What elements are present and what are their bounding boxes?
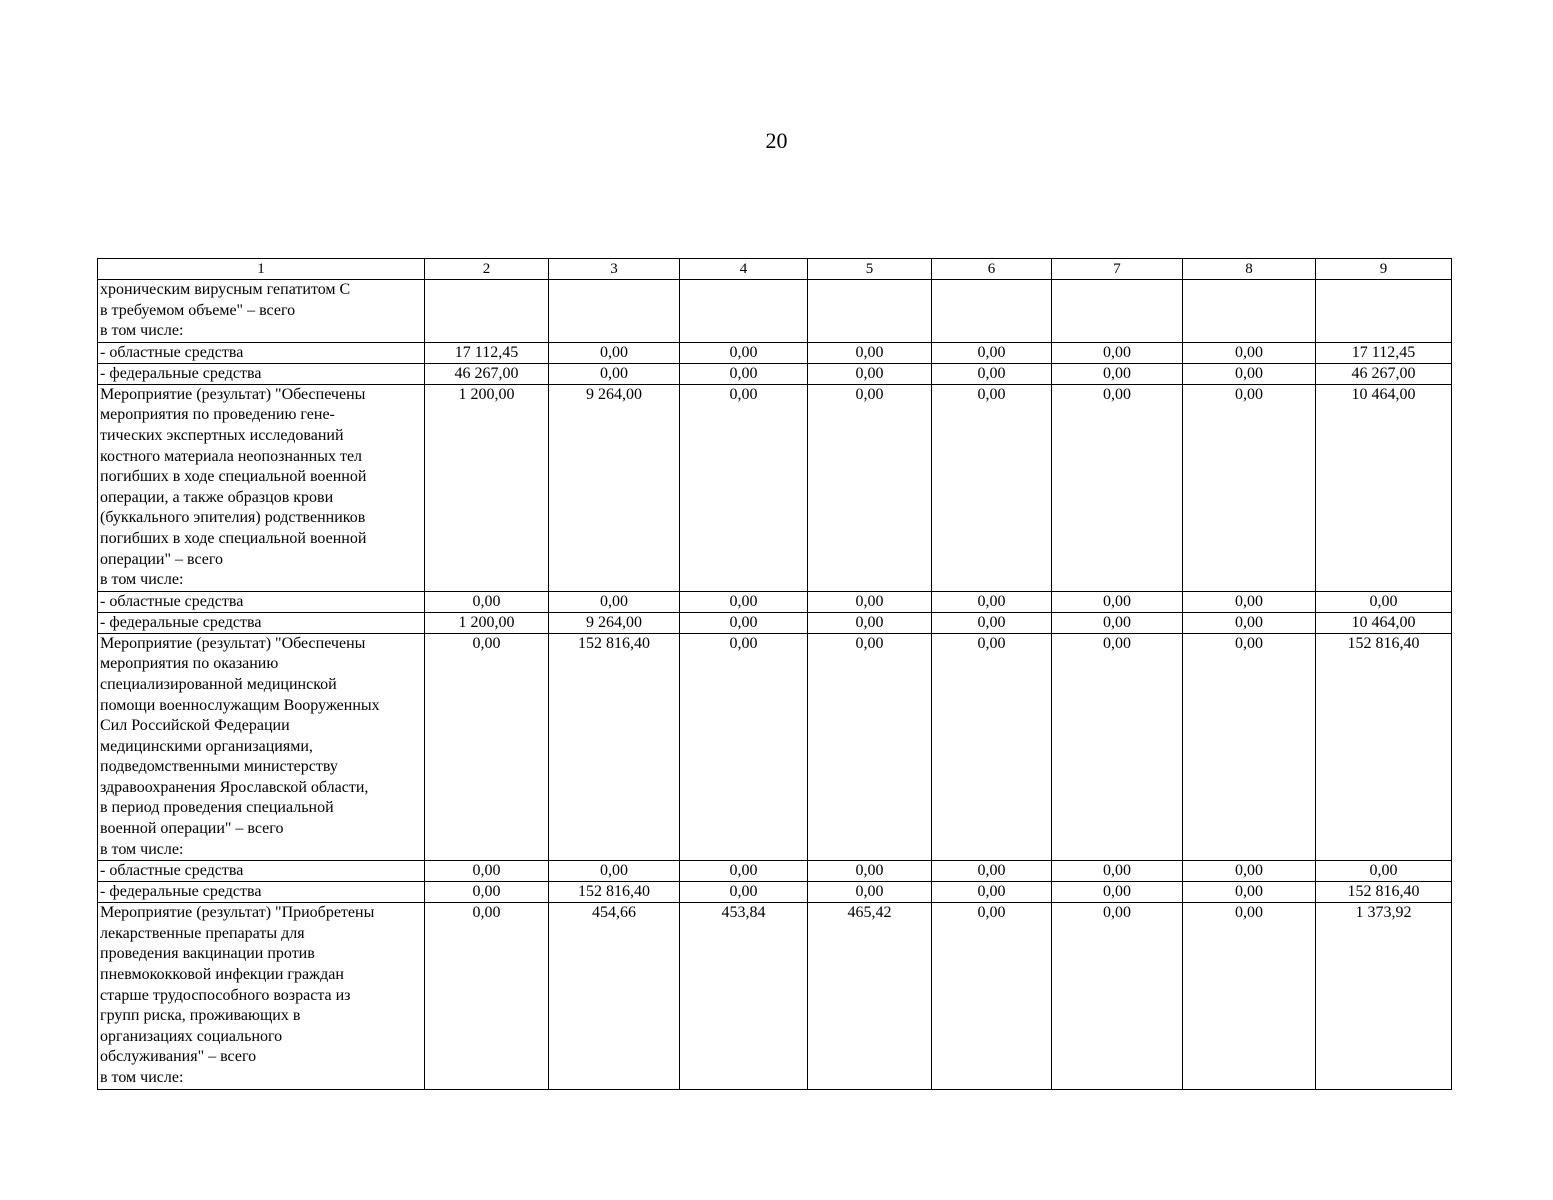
value-cell: 0,00: [932, 591, 1052, 612]
value-cell: 0,00: [1183, 591, 1316, 612]
row-label: - областные средства: [98, 861, 425, 882]
value-cell: 152 816,40: [549, 882, 680, 903]
table-row: [98, 882, 1452, 903]
row-label: Мероприятие (результат) "Обеспечены мероприятия по оказанию специализированной медицинской помощи военнослужащим Вооруженных Сил Российской Федерации медицинскими организациями, подведомственными министерству здравоохранения Ярославской области, в период проведения специальной военной операции" – всего в том числе:: [98, 633, 425, 861]
row-label: - областные средства: [98, 342, 425, 363]
value-cell: 0,00: [1183, 342, 1316, 363]
value-cell: 0,00: [932, 342, 1052, 363]
value-cell: 0,00: [680, 633, 808, 861]
value-cell: 0,00: [808, 633, 932, 861]
page-number: 20: [765, 128, 788, 153]
value-cell: 0,00: [1052, 342, 1183, 363]
value-cell: 0,00: [425, 903, 549, 1089]
header-cell: 1: [98, 259, 425, 280]
table-row: [98, 363, 1452, 384]
value-cell: 0,00: [932, 612, 1052, 633]
value-cell: 0,00: [680, 384, 808, 591]
value-cell: 454,66: [549, 903, 680, 1089]
value-cell: 0,00: [680, 342, 808, 363]
value-cell: 46 267,00: [1316, 363, 1452, 384]
value-cell: 0,00: [932, 633, 1052, 861]
value-cell: 17 112,45: [1316, 342, 1452, 363]
value-cell: 0,00: [425, 591, 549, 612]
header-cell: 6: [932, 259, 1052, 280]
value-cell: [549, 280, 680, 343]
value-cell: [808, 280, 932, 343]
table-row: [98, 633, 1452, 861]
row-label: - федеральные средства: [98, 882, 425, 903]
table-row: [98, 280, 1452, 343]
value-cell: 0,00: [549, 342, 680, 363]
header-cell: 4: [680, 259, 808, 280]
value-cell: 0,00: [1052, 633, 1183, 861]
table-row: [98, 903, 1452, 1089]
value-cell: 0,00: [1183, 633, 1316, 861]
value-cell: 0,00: [808, 384, 932, 591]
header-cell: 7: [1052, 259, 1183, 280]
value-cell: 0,00: [1316, 591, 1452, 612]
value-cell: 0,00: [808, 612, 932, 633]
value-cell: 1 200,00: [425, 612, 549, 633]
value-cell: 0,00: [932, 384, 1052, 591]
value-cell: 0,00: [1052, 384, 1183, 591]
value-cell: 0,00: [932, 861, 1052, 882]
value-cell: 0,00: [1052, 363, 1183, 384]
header-cell: 9: [1316, 259, 1452, 280]
value-cell: 0,00: [425, 882, 549, 903]
value-cell: 0,00: [1052, 591, 1183, 612]
value-cell: 9 264,00: [549, 612, 680, 633]
row-label: хроническим вирусным гепатитом С в требуемом объеме" – всего в том числе:: [98, 280, 425, 343]
value-cell: 0,00: [1183, 612, 1316, 633]
row-label: Мероприятие (результат) "Обеспечены мероприятия по проведению гене- тических экспертных исследований костного материала неопознанных тел погибших в ходе специальной военной операции, а также образцов крови (буккального эпителия) родственников погибших в ходе специальной военной операции" – всего в том числе:: [98, 384, 425, 591]
value-cell: [932, 280, 1052, 343]
row-label: - областные средства: [98, 591, 425, 612]
value-cell: 0,00: [549, 861, 680, 882]
value-cell: [1316, 280, 1452, 343]
value-cell: 0,00: [1183, 903, 1316, 1089]
value-cell: 0,00: [425, 861, 549, 882]
value-cell: 1 200,00: [425, 384, 549, 591]
value-cell: 0,00: [1052, 903, 1183, 1089]
table-row: [98, 612, 1452, 633]
value-cell: 0,00: [1052, 882, 1183, 903]
value-cell: 0,00: [680, 363, 808, 384]
row-label: Мероприятие (результат) "Приобретены лекарственные препараты для проведения вакцинации против пневмококковой инфекции граждан старше трудоспособного возраста из групп риска, проживающих в организациях социального обслуживания" – всего в том числе:: [98, 903, 425, 1089]
table-row: [98, 342, 1452, 363]
header-cell: 5: [808, 259, 932, 280]
value-cell: 0,00: [932, 363, 1052, 384]
value-cell: [1052, 280, 1183, 343]
value-cell: [425, 280, 549, 343]
value-cell: 0,00: [932, 882, 1052, 903]
value-cell: 0,00: [680, 591, 808, 612]
value-cell: 0,00: [808, 861, 932, 882]
header-row: [98, 259, 1452, 280]
value-cell: 0,00: [1183, 384, 1316, 591]
value-cell: 9 264,00: [549, 384, 680, 591]
table-row: [98, 591, 1452, 612]
value-cell: 453,84: [680, 903, 808, 1089]
row-label: - федеральные средства: [98, 363, 425, 384]
value-cell: 0,00: [549, 363, 680, 384]
value-cell: 0,00: [425, 633, 549, 861]
header-cell: 2: [425, 259, 549, 280]
value-cell: 0,00: [808, 591, 932, 612]
value-cell: 0,00: [1052, 861, 1183, 882]
value-cell: 17 112,45: [425, 342, 549, 363]
table-row: [98, 384, 1452, 591]
value-cell: 0,00: [1183, 363, 1316, 384]
value-cell: 10 464,00: [1316, 384, 1452, 591]
value-cell: 0,00: [1316, 861, 1452, 882]
value-cell: 0,00: [680, 861, 808, 882]
value-cell: 0,00: [680, 612, 808, 633]
value-cell: 0,00: [680, 882, 808, 903]
value-cell: 1 373,92: [1316, 903, 1452, 1089]
value-cell: 0,00: [808, 882, 932, 903]
value-cell: 152 816,40: [549, 633, 680, 861]
budget-table: [97, 258, 1452, 1090]
header-cell: 3: [549, 259, 680, 280]
value-cell: [1183, 280, 1316, 343]
value-cell: 0,00: [808, 342, 932, 363]
row-label: - федеральные средства: [98, 612, 425, 633]
value-cell: 0,00: [1183, 882, 1316, 903]
value-cell: 0,00: [549, 591, 680, 612]
value-cell: 46 267,00: [425, 363, 549, 384]
value-cell: 152 816,40: [1316, 633, 1452, 861]
header-cell: 8: [1183, 259, 1316, 280]
value-cell: 0,00: [808, 363, 932, 384]
value-cell: [680, 280, 808, 343]
value-cell: 465,42: [808, 903, 932, 1089]
value-cell: 0,00: [1183, 861, 1316, 882]
value-cell: 0,00: [932, 903, 1052, 1089]
value-cell: 10 464,00: [1316, 612, 1452, 633]
value-cell: 152 816,40: [1316, 882, 1452, 903]
value-cell: 0,00: [1052, 612, 1183, 633]
table-row: [98, 861, 1452, 882]
